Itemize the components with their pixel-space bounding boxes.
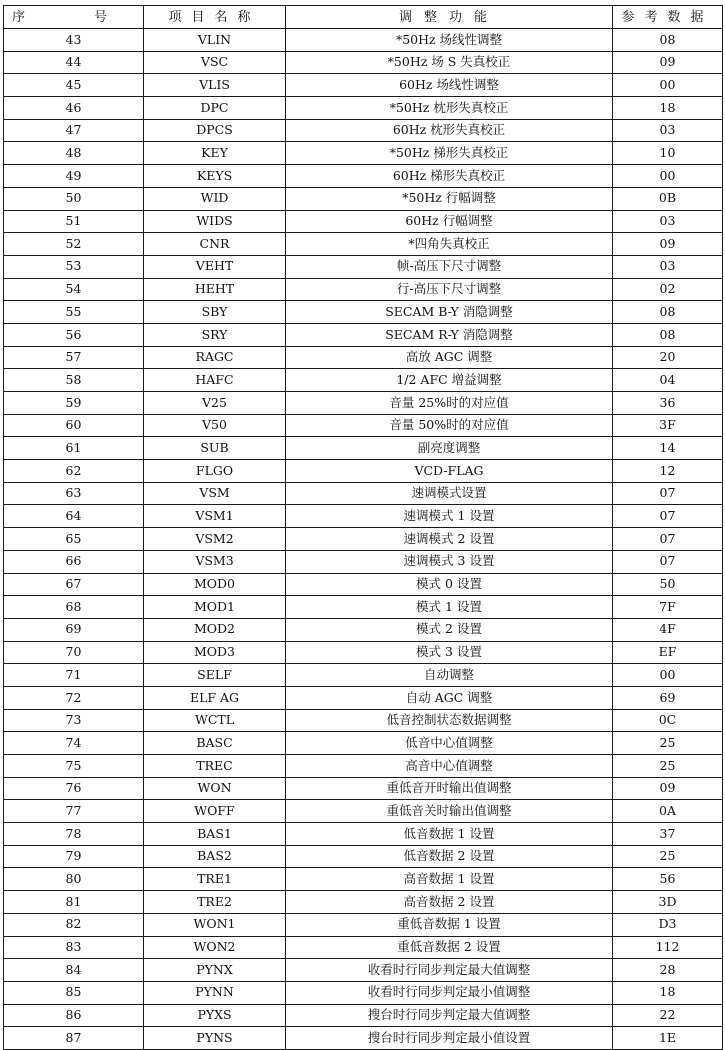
cell-index: 62	[4, 460, 144, 483]
cell-item-name: MOD3	[144, 641, 286, 664]
cell-index: 44	[4, 51, 144, 74]
cell-item-name: DPC	[144, 97, 286, 120]
cell-index: 60	[4, 414, 144, 437]
cell-function: 自动调整	[286, 664, 613, 687]
cell-item-name: VSM	[144, 482, 286, 505]
cell-item-name: VEHT	[144, 255, 286, 278]
cell-index: 73	[4, 709, 144, 732]
cell-item-name: BAS1	[144, 823, 286, 846]
cell-function: 低音中心值调整	[286, 732, 613, 755]
header-item-name: 项目名称	[144, 6, 286, 29]
cell-reference-data: 20	[613, 346, 723, 369]
cell-function: 重低音数据 2 设置	[286, 936, 613, 959]
cell-index: 76	[4, 777, 144, 800]
cell-index: 80	[4, 868, 144, 891]
cell-item-name: WIDS	[144, 210, 286, 233]
table-row	[4, 709, 723, 732]
cell-item-name: SRY	[144, 323, 286, 346]
cell-index: 49	[4, 165, 144, 188]
cell-function: *50Hz 梯形失真校正	[286, 142, 613, 165]
cell-function: 1/2 AFC 增益调整	[286, 369, 613, 392]
table-row	[4, 641, 723, 664]
cell-item-name: TRE2	[144, 891, 286, 914]
cell-index: 75	[4, 755, 144, 778]
cell-function: 高音数据 2 设置	[286, 891, 613, 914]
cell-index: 55	[4, 301, 144, 324]
cell-item-name: WON	[144, 777, 286, 800]
table-row	[4, 573, 723, 596]
cell-item-name: WON2	[144, 936, 286, 959]
cell-item-name: PYNN	[144, 981, 286, 1004]
cell-function: *四角失真校正	[286, 233, 613, 256]
cell-reference-data: 37	[613, 823, 723, 846]
header-index: 序 号	[4, 6, 144, 29]
cell-reference-data: 03	[613, 210, 723, 233]
cell-reference-data: 69	[613, 686, 723, 709]
cell-index: 47	[4, 119, 144, 142]
cell-item-name: PYNX	[144, 959, 286, 982]
cell-item-name: MOD2	[144, 618, 286, 641]
cell-reference-data: 25	[613, 732, 723, 755]
cell-reference-data: 12	[613, 460, 723, 483]
cell-function: 收看时行同步判定最小值调整	[286, 981, 613, 1004]
cell-function: 重低音数据 1 设置	[286, 913, 613, 936]
cell-item-name: BAS2	[144, 845, 286, 868]
cell-index: 68	[4, 596, 144, 619]
cell-reference-data: 00	[613, 74, 723, 97]
cell-function: 副亮度调整	[286, 437, 613, 460]
cell-function: 自动 AGC 调整	[286, 686, 613, 709]
cell-reference-data: 10	[613, 142, 723, 165]
cell-function: 高音中心值调整	[286, 755, 613, 778]
table-row	[4, 369, 723, 392]
cell-function: SECAM B-Y 消隐调整	[286, 301, 613, 324]
cell-reference-data: 14	[613, 437, 723, 460]
cell-function: 高音数据 1 设置	[286, 868, 613, 891]
table-row	[4, 755, 723, 778]
cell-function: 60Hz 梯形失真校正	[286, 165, 613, 188]
table-row	[4, 74, 723, 97]
cell-item-name: FLGO	[144, 460, 286, 483]
cell-index: 82	[4, 913, 144, 936]
cell-item-name: BASC	[144, 732, 286, 755]
cell-reference-data: 0C	[613, 709, 723, 732]
cell-function: 行-高压下尺寸调整	[286, 278, 613, 301]
cell-index: 51	[4, 210, 144, 233]
cell-item-name: TRE1	[144, 868, 286, 891]
table-row	[4, 414, 723, 437]
table-header	[4, 6, 723, 29]
cell-function: 模式 2 设置	[286, 618, 613, 641]
header-row	[4, 6, 723, 29]
cell-function: *50Hz 场 S 失真校正	[286, 51, 613, 74]
table-row	[4, 97, 723, 120]
table-row	[4, 437, 723, 460]
table-row	[4, 936, 723, 959]
cell-item-name: VLIN	[144, 29, 286, 52]
header-function: 调整功能	[286, 6, 613, 29]
cell-function: 搜台时行同步判定最小值设置	[286, 1027, 613, 1050]
cell-item-name: WON1	[144, 913, 286, 936]
cell-item-name: VSM2	[144, 528, 286, 551]
table-row	[4, 119, 723, 142]
cell-index: 59	[4, 392, 144, 415]
cell-reference-data: 07	[613, 505, 723, 528]
cell-index: 74	[4, 732, 144, 755]
cell-function: *50Hz 行幅调整	[286, 187, 613, 210]
cell-item-name: V25	[144, 392, 286, 415]
table-row	[4, 1027, 723, 1050]
cell-function: 音量 25%时的对应值	[286, 392, 613, 415]
cell-reference-data: 18	[613, 981, 723, 1004]
cell-item-name: HEHT	[144, 278, 286, 301]
cell-item-name: PYNS	[144, 1027, 286, 1050]
cell-index: 45	[4, 74, 144, 97]
table-row	[4, 959, 723, 982]
cell-item-name: WOFF	[144, 800, 286, 823]
cell-function: 速调模式设置	[286, 482, 613, 505]
cell-item-name: MOD0	[144, 573, 286, 596]
cell-item-name: RAGC	[144, 346, 286, 369]
cell-index: 83	[4, 936, 144, 959]
cell-reference-data: 22	[613, 1004, 723, 1027]
cell-item-name: SELF	[144, 664, 286, 687]
cell-function: 速调模式 1 设置	[286, 505, 613, 528]
cell-reference-data: 09	[613, 777, 723, 800]
table-row	[4, 505, 723, 528]
cell-reference-data: 25	[613, 845, 723, 868]
cell-reference-data: 08	[613, 301, 723, 324]
table-row	[4, 596, 723, 619]
cell-item-name: WID	[144, 187, 286, 210]
cell-item-name: SUB	[144, 437, 286, 460]
table-row	[4, 823, 723, 846]
cell-function: 帧-高压下尺寸调整	[286, 255, 613, 278]
cell-item-name: VSM1	[144, 505, 286, 528]
cell-reference-data: 3F	[613, 414, 723, 437]
table-row	[4, 187, 723, 210]
cell-reference-data: 04	[613, 369, 723, 392]
cell-function: VCD-FLAG	[286, 460, 613, 483]
table-row	[4, 165, 723, 188]
cell-reference-data: 03	[613, 255, 723, 278]
cell-index: 48	[4, 142, 144, 165]
cell-index: 57	[4, 346, 144, 369]
table-row	[4, 255, 723, 278]
cell-index: 53	[4, 255, 144, 278]
cell-reference-data: 28	[613, 959, 723, 982]
cell-item-name: TREC	[144, 755, 286, 778]
cell-item-name: MOD1	[144, 596, 286, 619]
cell-function: 60Hz 场线性调整	[286, 74, 613, 97]
cell-function: 重低音开时输出值调整	[286, 777, 613, 800]
table-row	[4, 29, 723, 52]
cell-index: 71	[4, 664, 144, 687]
cell-reference-data: 7F	[613, 596, 723, 619]
table-row	[4, 482, 723, 505]
cell-item-name: SBY	[144, 301, 286, 324]
cell-reference-data: EF	[613, 641, 723, 664]
cell-reference-data: 3D	[613, 891, 723, 914]
table-row	[4, 981, 723, 1004]
cell-reference-data: 08	[613, 323, 723, 346]
table-row	[4, 913, 723, 936]
table-row	[4, 233, 723, 256]
cell-function: 速调模式 3 设置	[286, 550, 613, 573]
cell-reference-data: 0B	[613, 187, 723, 210]
cell-index: 67	[4, 573, 144, 596]
cell-reference-data: 00	[613, 165, 723, 188]
header-reference-data: 参考数据	[613, 6, 723, 29]
cell-function: 模式 3 设置	[286, 641, 613, 664]
cell-function: 模式 0 设置	[286, 573, 613, 596]
table-row	[4, 528, 723, 551]
cell-reference-data: 00	[613, 664, 723, 687]
cell-index: 52	[4, 233, 144, 256]
cell-function: 60Hz 枕形失真校正	[286, 119, 613, 142]
cell-reference-data: 07	[613, 482, 723, 505]
cell-item-name: ELF AG	[144, 686, 286, 709]
cell-item-name: KEYS	[144, 165, 286, 188]
table-body	[4, 29, 723, 1050]
table-row	[4, 732, 723, 755]
cell-index: 77	[4, 800, 144, 823]
cell-index: 43	[4, 29, 144, 52]
table-row	[4, 278, 723, 301]
table-row	[4, 1004, 723, 1027]
cell-function: 搜台时行同步判定最大值调整	[286, 1004, 613, 1027]
table-row	[4, 777, 723, 800]
cell-item-name: DPCS	[144, 119, 286, 142]
cell-reference-data: 08	[613, 29, 723, 52]
cell-index: 63	[4, 482, 144, 505]
cell-index: 78	[4, 823, 144, 846]
cell-function: 低音数据 2 设置	[286, 845, 613, 868]
cell-index: 50	[4, 187, 144, 210]
cell-function: 低音控制状态数据调整	[286, 709, 613, 732]
cell-reference-data: 02	[613, 278, 723, 301]
table-row	[4, 346, 723, 369]
cell-function: 低音数据 1 设置	[286, 823, 613, 846]
cell-item-name: VSC	[144, 51, 286, 74]
cell-reference-data: 09	[613, 233, 723, 256]
cell-index: 86	[4, 1004, 144, 1027]
table-row	[4, 460, 723, 483]
table-row	[4, 868, 723, 891]
table-row	[4, 845, 723, 868]
table-row	[4, 51, 723, 74]
cell-index: 69	[4, 618, 144, 641]
cell-index: 64	[4, 505, 144, 528]
cell-index: 84	[4, 959, 144, 982]
cell-index: 72	[4, 686, 144, 709]
cell-reference-data: 09	[613, 51, 723, 74]
cell-index: 58	[4, 369, 144, 392]
cell-index: 56	[4, 323, 144, 346]
cell-index: 70	[4, 641, 144, 664]
cell-reference-data: 07	[613, 528, 723, 551]
cell-item-name: HAFC	[144, 369, 286, 392]
cell-reference-data: 07	[613, 550, 723, 573]
cell-function: 收看时行同步判定最大值调整	[286, 959, 613, 982]
cell-item-name: VSM3	[144, 550, 286, 573]
cell-index: 61	[4, 437, 144, 460]
cell-function: 模式 1 设置	[286, 596, 613, 619]
table-row	[4, 800, 723, 823]
cell-reference-data: 36	[613, 392, 723, 415]
table-row	[4, 686, 723, 709]
cell-function: SECAM R-Y 消隐调整	[286, 323, 613, 346]
table-row	[4, 210, 723, 233]
cell-item-name: KEY	[144, 142, 286, 165]
cell-function: 60Hz 行幅调整	[286, 210, 613, 233]
cell-index: 81	[4, 891, 144, 914]
cell-index: 54	[4, 278, 144, 301]
cell-reference-data: 56	[613, 868, 723, 891]
cell-item-name: CNR	[144, 233, 286, 256]
cell-function: 速调模式 2 设置	[286, 528, 613, 551]
table-row	[4, 664, 723, 687]
cell-item-name: WCTL	[144, 709, 286, 732]
cell-item-name: PYXS	[144, 1004, 286, 1027]
table-row	[4, 142, 723, 165]
cell-reference-data: 50	[613, 573, 723, 596]
cell-index: 66	[4, 550, 144, 573]
table-row	[4, 392, 723, 415]
cell-item-name: V50	[144, 414, 286, 437]
table-row	[4, 323, 723, 346]
cell-index: 85	[4, 981, 144, 1004]
cell-reference-data: 03	[613, 119, 723, 142]
cell-function: *50Hz 枕形失真校正	[286, 97, 613, 120]
cell-function: *50Hz 场线性调整	[286, 29, 613, 52]
table-row	[4, 550, 723, 573]
cell-index: 87	[4, 1027, 144, 1050]
cell-function: 重低音关时输出值调整	[286, 800, 613, 823]
cell-reference-data: 112	[613, 936, 723, 959]
cell-reference-data: D3	[613, 913, 723, 936]
table-row	[4, 891, 723, 914]
cell-reference-data: 25	[613, 755, 723, 778]
table-row	[4, 301, 723, 324]
adjustment-data-table	[3, 5, 723, 1050]
cell-function: 高放 AGC 调整	[286, 346, 613, 369]
cell-reference-data: 18	[613, 97, 723, 120]
cell-reference-data: 0A	[613, 800, 723, 823]
cell-function: 音量 50%时的对应值	[286, 414, 613, 437]
cell-reference-data: 4F	[613, 618, 723, 641]
cell-item-name: VLIS	[144, 74, 286, 97]
cell-index: 65	[4, 528, 144, 551]
cell-index: 79	[4, 845, 144, 868]
cell-reference-data: 1E	[613, 1027, 723, 1050]
table-row	[4, 618, 723, 641]
cell-index: 46	[4, 97, 144, 120]
